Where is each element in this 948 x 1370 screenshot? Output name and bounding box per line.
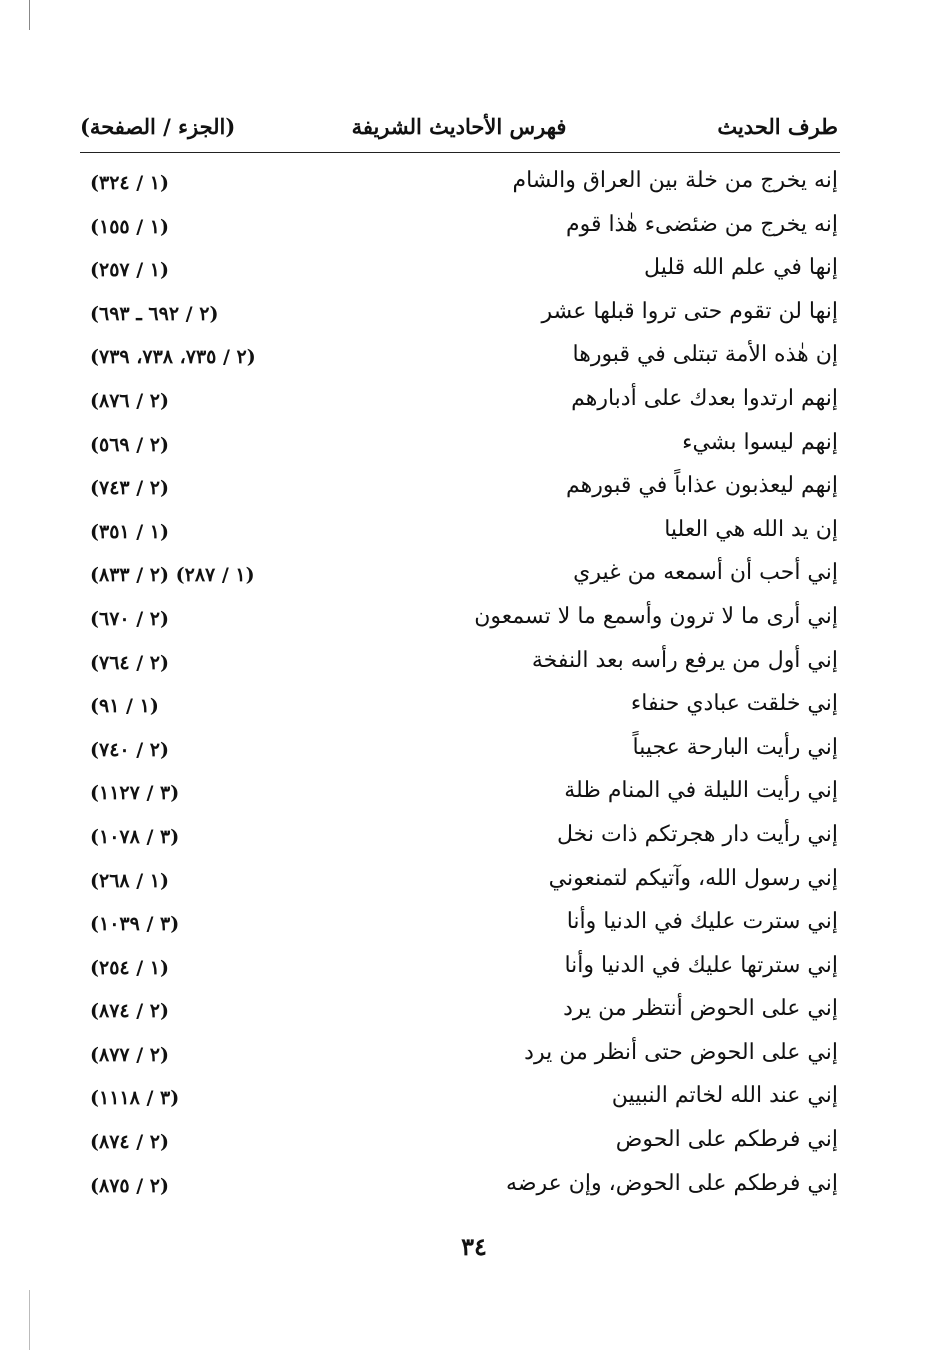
index-entry	[80, 511, 838, 555]
index-entry	[80, 249, 838, 293]
header-column-volume-page: (الجزء / الصفحة)	[80, 114, 236, 139]
hadith-incipit: إنهم ليسوا بشيء	[682, 429, 838, 455]
index-entry	[80, 598, 838, 642]
index-entry	[80, 903, 838, 947]
hadith-incipit: إنها في علم الله قليل	[644, 255, 838, 281]
hadith-incipit: إن يد الله هي العليا	[664, 516, 838, 542]
volume-page-reference: (٢ / ٧٤٣)	[90, 477, 170, 500]
index-entry	[80, 1077, 838, 1121]
volume-page-reference: (١ / ٩١)	[90, 695, 159, 718]
volume-page-reference: (٢ / ٨٧٧)	[90, 1043, 170, 1066]
index-entry	[80, 1165, 838, 1209]
volume-page-reference: (٢ / ٨٧٥)	[90, 1174, 170, 1197]
hadith-incipit: إنه يخرج من خلة بين العراق والشام	[512, 168, 838, 193]
hadith-incipit: إني سترتها عليك في الدنيا وأنا	[564, 952, 838, 978]
header-rule	[80, 152, 840, 153]
scan-edge-mark	[29, 1290, 30, 1350]
index-entry	[80, 990, 838, 1034]
header-title: فهرس الأحاديث الشريفة	[351, 114, 567, 139]
index-entry	[80, 1121, 838, 1165]
volume-page-reference: (٣ / ١١١٨)	[90, 1087, 180, 1110]
hadith-incipit: إني رسول الله، وآتيكم لتمنعوني	[548, 865, 838, 891]
volume-page-reference: (٣ / ١٠٧٨)	[90, 825, 180, 848]
volume-page-reference: (١ / ٣٢٤)	[90, 172, 170, 194]
hadith-incipit: إنهم ارتدوا بعدك على أدبارهم	[571, 385, 838, 411]
hadith-incipit: إني فرطكم على الحوض	[615, 1127, 838, 1153]
volume-page-reference: (١ / ٣٥١)	[90, 520, 170, 543]
index-entry	[80, 424, 838, 468]
hadith-incipit: إني فرطكم على الحوض، وإن عرضه	[506, 1170, 838, 1196]
volume-page-reference: (٢ / ٨٧٤)	[90, 1000, 170, 1023]
volume-page-reference: (٣ / ١١٢٧)	[90, 782, 180, 805]
volume-page-reference: (٣ / ١٠٣٩)	[90, 913, 180, 936]
index-entry	[80, 816, 838, 860]
hadith-incipit: إني رأيت الليلة في المنام ظلة	[564, 778, 838, 804]
index-entry	[80, 293, 838, 337]
hadith-incipit: إني أحب أن أسمعه من غيري	[573, 560, 838, 586]
volume-page-reference: (٢ / ٦٧٠)	[90, 607, 170, 630]
index-entry	[80, 554, 838, 598]
index-entry	[80, 860, 838, 904]
volume-page-reference: (٢ / ٨٧٦)	[90, 389, 170, 412]
index-entry	[80, 729, 838, 773]
hadith-incipit: إنها لن تقوم حتى تروا قبلها عشر	[541, 298, 838, 324]
index-entry	[80, 772, 838, 816]
index-entry	[80, 642, 838, 686]
running-header	[80, 108, 838, 148]
hadith-incipit: إني سترت عليك في الدنيا وأنا	[566, 909, 838, 935]
hadith-incipit: إني رأيت البارحة عجيباً	[632, 734, 838, 760]
volume-page-reference: (٢ / ٦٩٢ ـ ٦٩٣)	[90, 302, 219, 325]
hadith-index-list	[80, 162, 838, 1208]
hadith-incipit: إني أرى ما لا ترون وأسمع ما لا تسمعون	[474, 603, 838, 629]
hadith-incipit: إنهم ليعذبون عذاباً في قبورهم	[566, 473, 838, 499]
scan-edge-mark	[29, 0, 30, 30]
index-entry	[80, 947, 838, 991]
hadith-incipit: إني أول من يرفع رأسه بعد النفخة	[531, 647, 838, 673]
index-entry	[80, 685, 838, 729]
index-entry	[80, 467, 838, 511]
hadith-incipit: إني خلقت عبادي حنفاء	[630, 691, 838, 717]
volume-page-reference: (٢ / ٧٦٤)	[90, 651, 170, 674]
index-entry	[80, 336, 838, 380]
volume-page-reference: (٢ / ٨٧٤)	[90, 1131, 170, 1154]
hadith-incipit: إنه يخرج من ضئضىء هٰذا قوم	[565, 211, 838, 237]
volume-page-reference: (١ / ٢٥٤)	[90, 956, 170, 979]
volume-page-reference: (١ / ٢٥٧)	[90, 259, 170, 282]
volume-page-reference: (٢ / ٥٦٩)	[90, 433, 170, 456]
index-entry	[80, 1034, 838, 1078]
hadith-incipit: إني على الحوض أنتظر من يرد	[563, 996, 838, 1022]
index-entry	[80, 206, 838, 250]
hadith-incipit: إني على الحوض حتى أنظر من يرد	[524, 1039, 838, 1065]
volume-page-reference: (١ / ٢٨٧) (٢ / ٨٣٣)	[90, 564, 255, 587]
hadith-incipit: إن هٰذه الأمة تبتلى في قبورها	[572, 342, 838, 368]
page-number: ٣٤	[461, 1232, 487, 1261]
index-entry	[80, 162, 838, 206]
hadith-incipit: إني رأيت دار هجرتكم ذات نخل	[557, 821, 838, 847]
volume-page-reference: (١ / ١٥٥)	[90, 215, 170, 238]
header-column-hadith: طرف الحديث	[717, 114, 838, 139]
volume-page-reference: (١ / ٢٦٨)	[90, 869, 170, 892]
index-entry	[80, 380, 838, 424]
volume-page-reference: (٢ / ٧٣٥، ٧٣٨، ٧٣٩)	[90, 346, 256, 369]
volume-page-reference: (٢ / ٧٤٠)	[90, 738, 170, 761]
hadith-incipit: إني عند الله لخاتم النبيين	[611, 1083, 838, 1109]
